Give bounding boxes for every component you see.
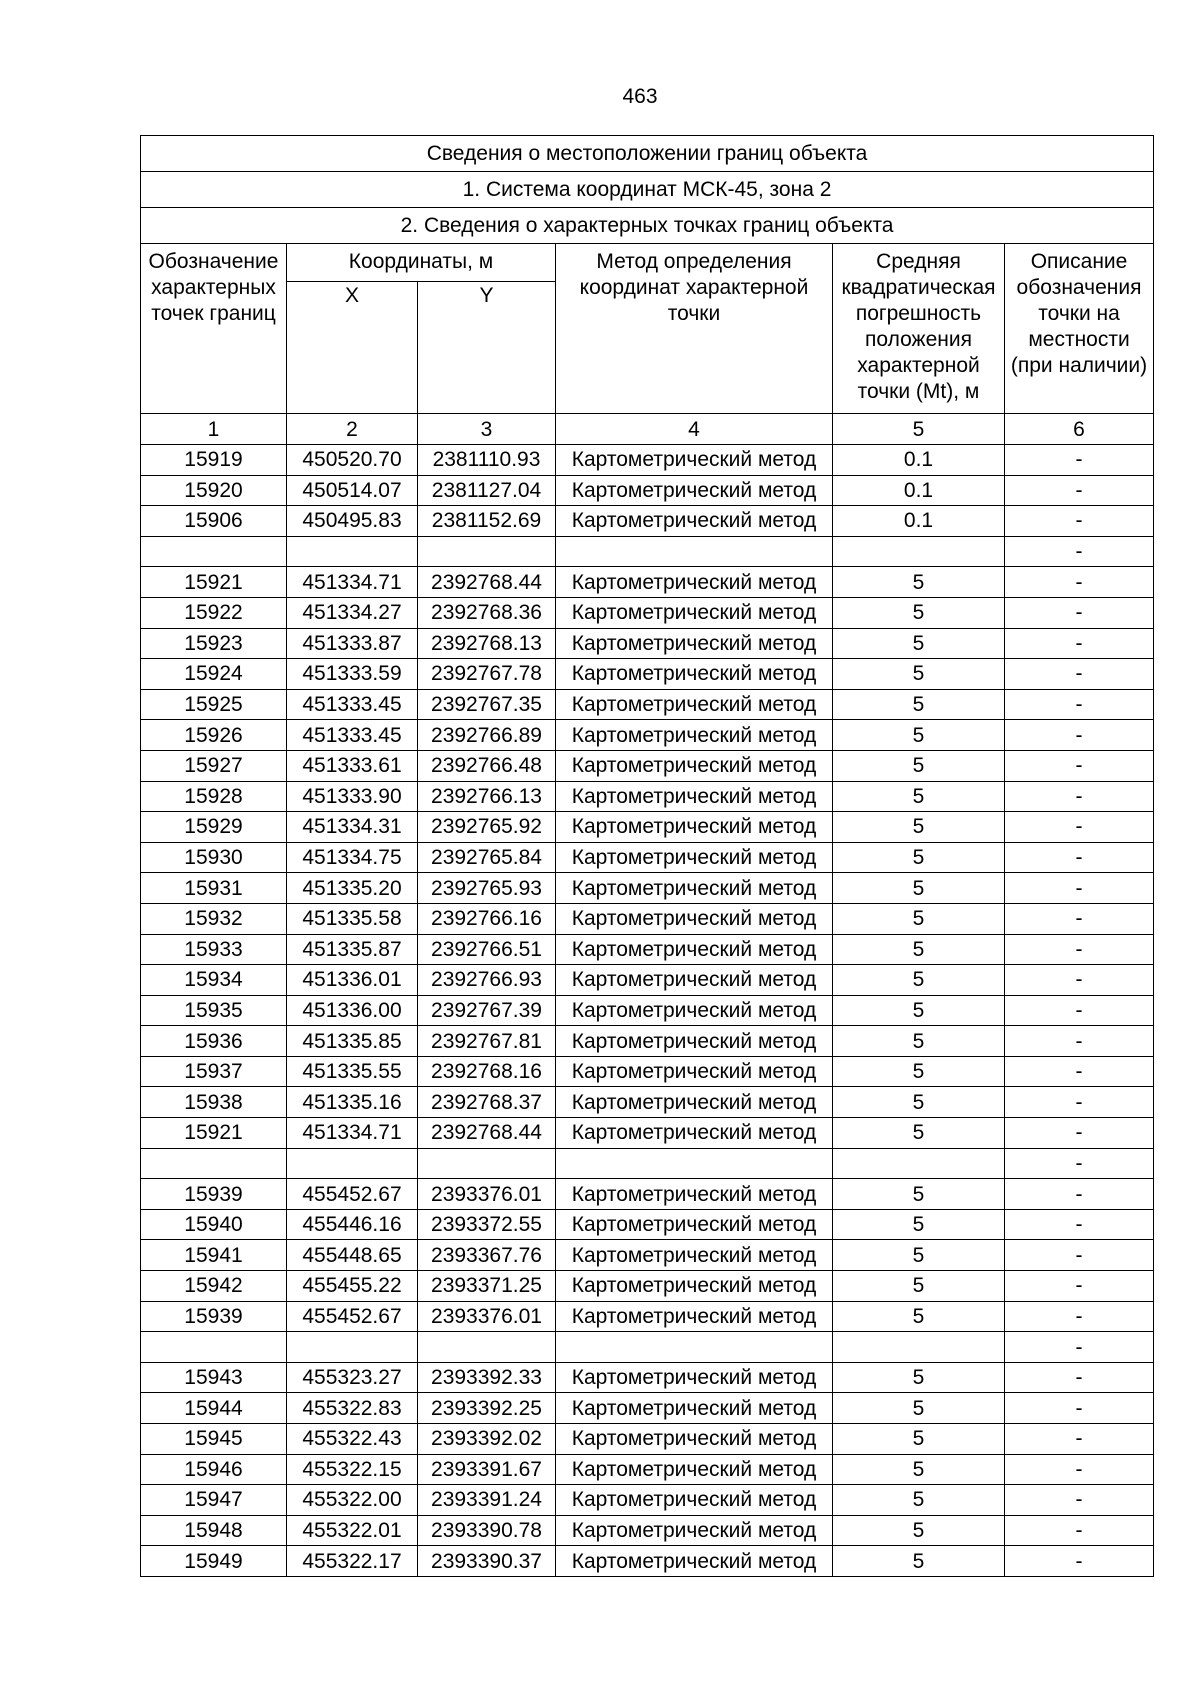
header-y: Y (418, 282, 556, 414)
x-coordinate-cell: 455322.43 (287, 1424, 418, 1455)
x-coordinate-cell: 451335.85 (287, 1026, 418, 1057)
error-cell: 5 (833, 1546, 1005, 1577)
description-cell: - (1005, 1209, 1154, 1240)
point-id-cell: 15947 (141, 1485, 287, 1516)
error-cell: 5 (833, 1209, 1005, 1240)
y-coordinate-cell: 2392768.37 (418, 1087, 556, 1118)
error-cell: 5 (833, 1118, 1005, 1149)
method-cell: Картометрический метод (556, 506, 833, 537)
description-cell: - (1005, 934, 1154, 965)
description-cell: - (1005, 1118, 1154, 1149)
table-row (141, 1026, 1154, 1057)
method-cell: Картометрический метод (556, 628, 833, 659)
error-cell: 5 (833, 934, 1005, 965)
method-cell: Картометрический метод (556, 1271, 833, 1302)
error-cell: 5 (833, 903, 1005, 934)
point-id-cell: 15945 (141, 1424, 287, 1455)
error-cell: 5 (833, 1485, 1005, 1516)
error-cell: 0.1 (833, 475, 1005, 506)
point-id-cell: 15934 (141, 965, 287, 996)
description-cell: - (1005, 1148, 1154, 1179)
description-cell: - (1005, 659, 1154, 690)
method-cell: Картометрический метод (556, 812, 833, 843)
column-number: 4 (556, 414, 833, 445)
table-row (141, 1485, 1154, 1516)
point-id-cell: 15938 (141, 1087, 287, 1118)
y-coordinate-cell: 2392765.84 (418, 842, 556, 873)
y-coordinate-cell: 2393390.37 (418, 1546, 556, 1577)
header-point-designation: Обозначение характерных точек границ (141, 244, 287, 414)
point-id-cell: 15946 (141, 1454, 287, 1485)
header-error: Средняя квадратическая погрешность положения характерной точки (Mt), м (833, 244, 1005, 414)
method-cell: Картометрический метод (556, 1485, 833, 1516)
description-cell: - (1005, 1271, 1154, 1302)
table-row (141, 659, 1154, 690)
y-coordinate-cell: 2392768.44 (418, 567, 556, 598)
point-id-cell: 15949 (141, 1546, 287, 1577)
x-coordinate-cell: 451333.87 (287, 628, 418, 659)
x-coordinate-cell: 450520.70 (287, 445, 418, 476)
description-cell: - (1005, 567, 1154, 598)
table-row (141, 1546, 1154, 1577)
table-row (141, 720, 1154, 751)
point-id-cell: 15939 (141, 1301, 287, 1332)
method-cell: Картометрический метод (556, 445, 833, 476)
x-coordinate-cell: 455452.67 (287, 1179, 418, 1210)
description-cell: - (1005, 1362, 1154, 1393)
description-cell: - (1005, 750, 1154, 781)
description-cell: - (1005, 812, 1154, 843)
error-cell: 5 (833, 965, 1005, 996)
y-coordinate-cell: 2393391.67 (418, 1454, 556, 1485)
table-row (141, 873, 1154, 904)
x-coordinate-cell: 451333.45 (287, 720, 418, 751)
x-coordinate-cell: 455448.65 (287, 1240, 418, 1271)
y-coordinate-cell: 2392768.13 (418, 628, 556, 659)
description-cell: - (1005, 1087, 1154, 1118)
point-id-cell (141, 1148, 287, 1179)
table-row (141, 628, 1154, 659)
y-coordinate-cell: 2381127.04 (418, 475, 556, 506)
error-cell: 5 (833, 1087, 1005, 1118)
method-cell: Картометрический метод (556, 689, 833, 720)
table-row (141, 689, 1154, 720)
x-coordinate-cell: 455455.22 (287, 1271, 418, 1302)
column-number: 3 (418, 414, 556, 445)
error-cell: 5 (833, 873, 1005, 904)
point-id-cell: 15940 (141, 1209, 287, 1240)
method-cell: Картометрический метод (556, 1056, 833, 1087)
point-id-cell: 15944 (141, 1393, 287, 1424)
table-row (141, 506, 1154, 537)
x-coordinate-cell: 450514.07 (287, 475, 418, 506)
method-cell: Картометрический метод (556, 1301, 833, 1332)
error-cell: 5 (833, 1454, 1005, 1485)
description-cell: - (1005, 689, 1154, 720)
point-id-cell: 15936 (141, 1026, 287, 1057)
coordinate-system-heading: 1. Система координат МСК-45, зона 2 (141, 172, 1154, 208)
description-cell: - (1005, 597, 1154, 628)
point-id-cell: 15921 (141, 567, 287, 598)
point-id-cell: 15925 (141, 689, 287, 720)
description-cell: - (1005, 506, 1154, 537)
column-number: 5 (833, 414, 1005, 445)
x-coordinate-cell: 455323.27 (287, 1362, 418, 1393)
x-coordinate-cell: 451335.87 (287, 934, 418, 965)
y-coordinate-cell: 2381152.69 (418, 506, 556, 537)
header-x: X (287, 282, 418, 414)
table-row (141, 536, 1154, 567)
point-id-cell: 15931 (141, 873, 287, 904)
x-coordinate-cell: 451335.55 (287, 1056, 418, 1087)
table-row (141, 1087, 1154, 1118)
y-coordinate-cell: 2392766.13 (418, 781, 556, 812)
error-cell: 5 (833, 1240, 1005, 1271)
table-row (141, 567, 1154, 598)
table-row (141, 1301, 1154, 1332)
x-coordinate-cell: 451334.71 (287, 567, 418, 598)
column-number: 6 (1005, 414, 1154, 445)
method-cell: Картометрический метод (556, 781, 833, 812)
x-coordinate-cell: 451336.00 (287, 995, 418, 1026)
x-coordinate-cell: 451335.58 (287, 903, 418, 934)
y-coordinate-cell (418, 1332, 556, 1363)
description-cell: - (1005, 1179, 1154, 1210)
error-cell (833, 1148, 1005, 1179)
method-cell: Картометрический метод (556, 842, 833, 873)
y-coordinate-cell: 2392766.16 (418, 903, 556, 934)
error-cell: 5 (833, 689, 1005, 720)
method-cell: Картометрический метод (556, 659, 833, 690)
x-coordinate-cell: 451334.31 (287, 812, 418, 843)
y-coordinate-cell: 2393376.01 (418, 1301, 556, 1332)
error-cell: 5 (833, 1362, 1005, 1393)
table-row (141, 965, 1154, 996)
point-id-cell: 15932 (141, 903, 287, 934)
y-coordinate-cell (418, 1148, 556, 1179)
x-coordinate-cell: 451334.27 (287, 597, 418, 628)
error-cell (833, 1332, 1005, 1363)
description-cell: - (1005, 903, 1154, 934)
x-coordinate-cell: 455322.83 (287, 1393, 418, 1424)
description-cell: - (1005, 842, 1154, 873)
error-cell (833, 536, 1005, 567)
method-cell: Картометрический метод (556, 1118, 833, 1149)
x-coordinate-cell: 451333.90 (287, 781, 418, 812)
table-row (141, 1424, 1154, 1455)
y-coordinate-cell: 2393372.55 (418, 1209, 556, 1240)
table-row (141, 1118, 1154, 1149)
y-coordinate-cell: 2392765.93 (418, 873, 556, 904)
method-cell: Картометрический метод (556, 1087, 833, 1118)
method-cell: Картометрический метод (556, 873, 833, 904)
header-coordinates: Координаты, м (287, 244, 556, 282)
x-coordinate-cell: 451335.16 (287, 1087, 418, 1118)
table-row (141, 1454, 1154, 1485)
point-id-cell: 15919 (141, 445, 287, 476)
method-cell: Картометрический метод (556, 1424, 833, 1455)
y-coordinate-cell: 2392767.35 (418, 689, 556, 720)
x-coordinate-cell: 455322.17 (287, 1546, 418, 1577)
y-coordinate-cell: 2392765.92 (418, 812, 556, 843)
table-row (141, 812, 1154, 843)
point-id-cell: 15921 (141, 1118, 287, 1149)
error-cell: 5 (833, 812, 1005, 843)
method-cell: Картометрический метод (556, 475, 833, 506)
description-cell: - (1005, 1393, 1154, 1424)
x-coordinate-cell: 451334.71 (287, 1118, 418, 1149)
description-cell: - (1005, 995, 1154, 1026)
method-cell: Картометрический метод (556, 903, 833, 934)
y-coordinate-cell: 2393392.33 (418, 1362, 556, 1393)
x-coordinate-cell: 455446.16 (287, 1209, 418, 1240)
x-coordinate-cell: 450495.83 (287, 506, 418, 537)
description-cell: - (1005, 1546, 1154, 1577)
error-cell: 5 (833, 750, 1005, 781)
method-cell: Картометрический метод (556, 1179, 833, 1210)
y-coordinate-cell: 2392767.78 (418, 659, 556, 690)
description-cell: - (1005, 445, 1154, 476)
error-cell: 5 (833, 1026, 1005, 1057)
point-id-cell: 15928 (141, 781, 287, 812)
table-row (141, 1515, 1154, 1546)
x-coordinate-cell (287, 536, 418, 567)
y-coordinate-cell: 2392768.36 (418, 597, 556, 628)
table-row (141, 597, 1154, 628)
point-id-cell: 15906 (141, 506, 287, 537)
description-cell: - (1005, 1454, 1154, 1485)
method-cell: Картометрический метод (556, 965, 833, 996)
y-coordinate-cell: 2393390.78 (418, 1515, 556, 1546)
description-cell: - (1005, 1026, 1154, 1057)
table-row (141, 995, 1154, 1026)
point-id-cell (141, 1332, 287, 1363)
description-cell: - (1005, 781, 1154, 812)
point-id-cell (141, 536, 287, 567)
table-row (141, 1209, 1154, 1240)
table-row (141, 750, 1154, 781)
point-id-cell: 15929 (141, 812, 287, 843)
error-cell: 0.1 (833, 445, 1005, 476)
table-row (141, 1179, 1154, 1210)
error-cell: 0.1 (833, 506, 1005, 537)
point-id-cell: 15943 (141, 1362, 287, 1393)
description-cell: - (1005, 536, 1154, 567)
page-number: 463 (622, 85, 658, 108)
point-id-cell: 15926 (141, 720, 287, 751)
table-row (141, 1271, 1154, 1302)
y-coordinate-cell: 2392766.48 (418, 750, 556, 781)
point-id-cell: 15923 (141, 628, 287, 659)
x-coordinate-cell: 451335.20 (287, 873, 418, 904)
description-cell: - (1005, 1240, 1154, 1271)
description-cell: - (1005, 1056, 1154, 1087)
header-description: Описание обозначения точки на местности (при наличии) (1005, 244, 1154, 414)
error-cell: 5 (833, 1301, 1005, 1332)
y-coordinate-cell: 2393367.76 (418, 1240, 556, 1271)
method-cell: Картометрический метод (556, 597, 833, 628)
point-id-cell: 15939 (141, 1179, 287, 1210)
x-coordinate-cell: 451333.45 (287, 689, 418, 720)
x-coordinate-cell (287, 1148, 418, 1179)
method-cell (556, 1148, 833, 1179)
error-cell: 5 (833, 628, 1005, 659)
method-cell: Картометрический метод (556, 1393, 833, 1424)
y-coordinate-cell: 2381110.93 (418, 445, 556, 476)
table-row (141, 842, 1154, 873)
method-cell: Картометрический метод (556, 995, 833, 1026)
point-id-cell: 15930 (141, 842, 287, 873)
x-coordinate-cell: 455322.15 (287, 1454, 418, 1485)
error-cell: 5 (833, 1515, 1005, 1546)
method-cell (556, 1332, 833, 1363)
description-cell: - (1005, 720, 1154, 751)
y-coordinate-cell: 2392768.16 (418, 1056, 556, 1087)
error-cell: 5 (833, 567, 1005, 598)
table-row (141, 1148, 1154, 1179)
error-cell: 5 (833, 1393, 1005, 1424)
description-cell: - (1005, 965, 1154, 996)
table-row (141, 934, 1154, 965)
point-id-cell: 15920 (141, 475, 287, 506)
x-coordinate-cell: 451333.59 (287, 659, 418, 690)
y-coordinate-cell (418, 536, 556, 567)
method-cell (556, 536, 833, 567)
table-title: Сведения о местоположении границ объекта (141, 136, 1154, 172)
error-cell: 5 (833, 1056, 1005, 1087)
y-coordinate-cell: 2392766.93 (418, 965, 556, 996)
method-cell: Картометрический метод (556, 750, 833, 781)
error-cell: 5 (833, 842, 1005, 873)
table-row (141, 1332, 1154, 1363)
table-row (141, 475, 1154, 506)
column-number: 1 (141, 414, 287, 445)
table-row (141, 1240, 1154, 1271)
y-coordinate-cell: 2393371.25 (418, 1271, 556, 1302)
point-id-cell: 15935 (141, 995, 287, 1026)
method-cell: Картометрический метод (556, 1362, 833, 1393)
point-id-cell: 15922 (141, 597, 287, 628)
method-cell: Картометрический метод (556, 934, 833, 965)
point-id-cell: 15933 (141, 934, 287, 965)
error-cell: 5 (833, 781, 1005, 812)
point-id-cell: 15942 (141, 1271, 287, 1302)
method-cell: Картометрический метод (556, 1240, 833, 1271)
description-cell: - (1005, 1301, 1154, 1332)
description-cell: - (1005, 1485, 1154, 1516)
y-coordinate-cell: 2392768.44 (418, 1118, 556, 1149)
method-cell: Картометрический метод (556, 567, 833, 598)
point-id-cell: 15924 (141, 659, 287, 690)
x-coordinate-cell: 451333.61 (287, 750, 418, 781)
x-coordinate-cell: 451334.75 (287, 842, 418, 873)
points-section-heading: 2. Сведения о характерных точках границ объекта (141, 208, 1154, 244)
point-id-cell: 15927 (141, 750, 287, 781)
method-cell: Картометрический метод (556, 1209, 833, 1240)
method-cell: Картометрический метод (556, 720, 833, 751)
error-cell: 5 (833, 1424, 1005, 1455)
method-cell: Картометрический метод (556, 1515, 833, 1546)
x-coordinate-cell (287, 1332, 418, 1363)
description-cell: - (1005, 628, 1154, 659)
error-cell: 5 (833, 659, 1005, 690)
header-method: Метод определения координат характерной точки (556, 244, 833, 414)
table-row (141, 1056, 1154, 1087)
method-cell: Картометрический метод (556, 1454, 833, 1485)
description-cell: - (1005, 873, 1154, 904)
point-id-cell: 15937 (141, 1056, 287, 1087)
y-coordinate-cell: 2392767.39 (418, 995, 556, 1026)
error-cell: 5 (833, 597, 1005, 628)
table-row (141, 1362, 1154, 1393)
method-cell: Картометрический метод (556, 1546, 833, 1577)
description-cell: - (1005, 1515, 1154, 1546)
description-cell: - (1005, 1424, 1154, 1455)
x-coordinate-cell: 455322.01 (287, 1515, 418, 1546)
description-cell: - (1005, 475, 1154, 506)
x-coordinate-cell: 455452.67 (287, 1301, 418, 1332)
point-id-cell: 15941 (141, 1240, 287, 1271)
y-coordinate-cell: 2392766.89 (418, 720, 556, 751)
y-coordinate-cell: 2393391.24 (418, 1485, 556, 1516)
error-cell: 5 (833, 1271, 1005, 1302)
table-row (141, 903, 1154, 934)
column-numbers-row (141, 414, 1154, 445)
y-coordinate-cell: 2393392.25 (418, 1393, 556, 1424)
y-coordinate-cell: 2392766.51 (418, 934, 556, 965)
y-coordinate-cell: 2393376.01 (418, 1179, 556, 1210)
error-cell: 5 (833, 1179, 1005, 1210)
y-coordinate-cell: 2392767.81 (418, 1026, 556, 1057)
table-row (141, 445, 1154, 476)
point-id-cell: 15948 (141, 1515, 287, 1546)
x-coordinate-cell: 455322.00 (287, 1485, 418, 1516)
x-coordinate-cell: 451336.01 (287, 965, 418, 996)
error-cell: 5 (833, 720, 1005, 751)
description-cell: - (1005, 1332, 1154, 1363)
error-cell: 5 (833, 995, 1005, 1026)
column-number: 2 (287, 414, 418, 445)
boundary-points-table (140, 135, 1154, 1577)
table-row (141, 1393, 1154, 1424)
method-cell: Картометрический метод (556, 1026, 833, 1057)
y-coordinate-cell: 2393392.02 (418, 1424, 556, 1455)
table-row (141, 781, 1154, 812)
